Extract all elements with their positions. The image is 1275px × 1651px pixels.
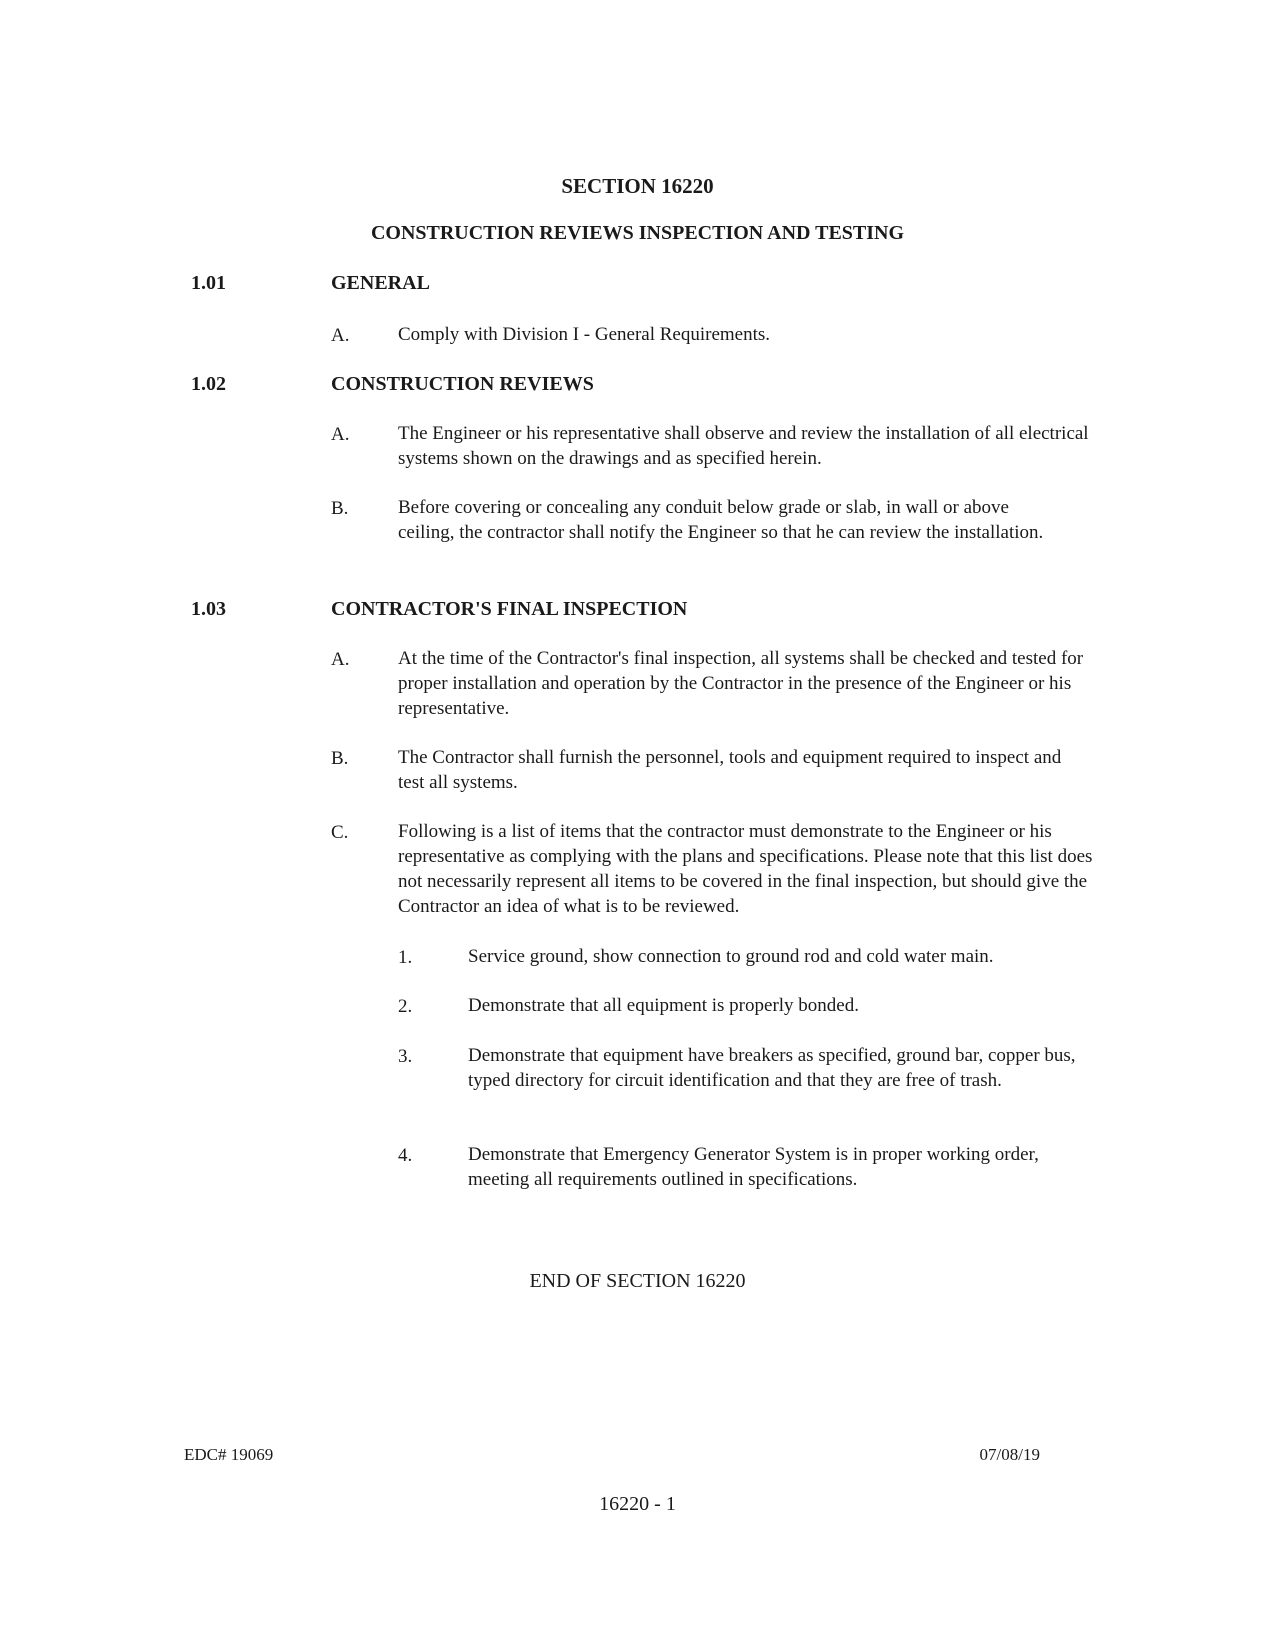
item-text: Comply with Division I - General Requirements. xyxy=(398,324,771,345)
section-title: SECTION 16220 xyxy=(561,174,714,198)
item-label: A. xyxy=(331,325,350,346)
subitem-label: 3. xyxy=(398,1046,413,1067)
section-heading-construction-reviews: CONSTRUCTION REVIEWS xyxy=(331,373,594,395)
subitem-label: 2. xyxy=(398,996,413,1017)
footer-date: 07/08/19 xyxy=(979,1445,1040,1464)
end-of-section: END OF SECTION 16220 xyxy=(529,1270,746,1292)
section-number-1-03: 1.03 xyxy=(191,598,226,620)
subitem-text: Demonstrate that all equipment is properly bonded. xyxy=(468,995,859,1016)
item-text: Following is a list of items that the contractor must demonstrate to the Engineer or his representative as complying with the plans and specifications. Please note that this list does not necessarily represent all items to be covered in the final inspection, but should give the Contractor an idea of what is to be reviewed. xyxy=(398,821,1093,917)
item-text: At the time of the Contractor's final inspection, all systems shall be checked and tested for proper installation and operation by the Contractor in the presence of the Engineer or his representative. xyxy=(398,648,1084,719)
subitem-label: 4. xyxy=(398,1145,413,1166)
item-label: B. xyxy=(331,748,349,769)
item-text: The Engineer or his representative shall observe and review the installation of all electrical systems shown on the drawings and as specified herein. xyxy=(398,423,1089,469)
item-label: A. xyxy=(331,424,350,445)
item-label: C. xyxy=(331,822,349,843)
section-number-1-02: 1.02 xyxy=(191,373,226,395)
section-heading-general: GENERAL xyxy=(331,272,430,294)
item-label: A. xyxy=(331,649,350,670)
item-label: B. xyxy=(331,498,349,519)
footer-edc-number: EDC# 19069 xyxy=(184,1445,274,1464)
subitem-text: Demonstrate that Emergency Generator System is in proper working order, meeting all requirements outlined in specifications. xyxy=(468,1144,1039,1190)
item-text: Before covering or concealing any conduit below grade or slab, in wall or above ceiling, the contractor shall notify the Engineer so that he can review the installation. xyxy=(398,497,1044,543)
subitem-label: 1. xyxy=(398,947,413,968)
item-text: The Contractor shall furnish the personnel, tools and equipment required to inspect and test all systems. xyxy=(398,747,1062,793)
section-heading-final-inspection: CONTRACTOR'S FINAL INSPECTION xyxy=(331,598,688,620)
subitem-text: Demonstrate that equipment have breakers as specified, ground bar, copper bus, typed directory for circuit identification and that they are free of trash. xyxy=(468,1045,1076,1091)
section-subtitle: CONSTRUCTION REVIEWS INSPECTION AND TESTING xyxy=(370,222,905,244)
page-number: 16220 - 1 xyxy=(599,1493,676,1515)
subitem-text: Service ground, show connection to ground rod and cold water main. xyxy=(468,946,994,967)
section-number-1-01: 1.01 xyxy=(191,272,226,294)
